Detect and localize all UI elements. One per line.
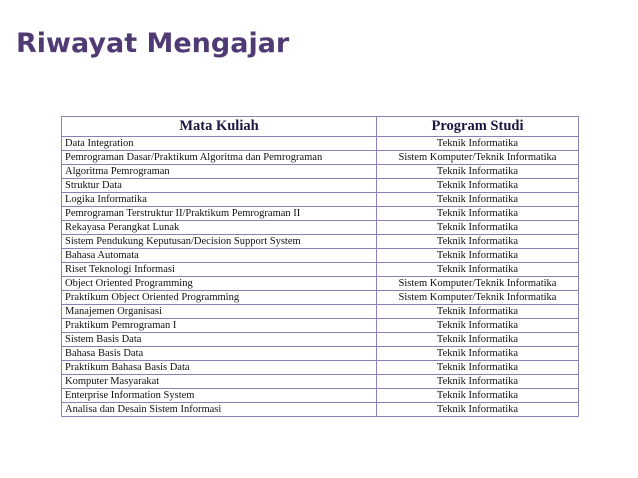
course-name-cell: Sistem Basis Data [62, 333, 377, 347]
table-header-row [62, 117, 579, 137]
course-name-cell: Data Integration [62, 137, 377, 151]
table-row [62, 305, 579, 319]
course-name-cell: Praktikum Pemrograman I [62, 319, 377, 333]
course-name-cell: Algoritma Pemrograman [62, 165, 377, 179]
table-row [62, 361, 579, 375]
table-row [62, 137, 579, 151]
course-name-cell: Struktur Data [62, 179, 377, 193]
table-row [62, 375, 579, 389]
table-row [62, 179, 579, 193]
table-row [62, 151, 579, 165]
course-name-cell: Analisa dan Desain Sistem Informasi [62, 403, 377, 417]
course-name-cell: Object Oriented Programming [62, 277, 377, 291]
course-name-cell: Rekayasa Perangkat Lunak [62, 221, 377, 235]
table-row [62, 347, 579, 361]
course-name-cell: Sistem Pendukung Keputusan/Decision Support System [62, 235, 377, 249]
table-row [62, 263, 579, 277]
teaching-history-table [61, 116, 579, 417]
program-studi-cell: Sistem Komputer/Teknik Informatika [377, 291, 579, 305]
table-row [62, 319, 579, 333]
table-row [62, 403, 579, 417]
program-studi-cell: Teknik Informatika [377, 347, 579, 361]
table-row [62, 291, 579, 305]
course-name-cell: Enterprise Information System [62, 389, 377, 403]
course-name-cell: Manajemen Organisasi [62, 305, 377, 319]
program-studi-cell: Teknik Informatika [377, 319, 579, 333]
course-name-cell: Komputer Masyarakat [62, 375, 377, 389]
program-studi-cell: Teknik Informatika [377, 403, 579, 417]
program-studi-cell: Teknik Informatika [377, 193, 579, 207]
program-studi-cell: Sistem Komputer/Teknik Informatika [377, 277, 579, 291]
course-name-cell: Bahasa Basis Data [62, 347, 377, 361]
table-row [62, 389, 579, 403]
table-row [62, 277, 579, 291]
table-row [62, 235, 579, 249]
program-studi-cell: Teknik Informatika [377, 375, 579, 389]
program-studi-cell: Teknik Informatika [377, 179, 579, 193]
program-studi-cell: Teknik Informatika [377, 249, 579, 263]
column-header-program-studi: Program Studi [377, 117, 579, 137]
course-name-cell: Riset Teknologi Informasi [62, 263, 377, 277]
program-studi-cell: Teknik Informatika [377, 235, 579, 249]
table-row [62, 249, 579, 263]
column-header-mata-kuliah: Mata Kuliah [62, 117, 377, 137]
program-studi-cell: Teknik Informatika [377, 221, 579, 235]
course-name-cell: Praktikum Object Oriented Programming [62, 291, 377, 305]
course-name-cell: Logika Informatika [62, 193, 377, 207]
page-title: Riwayat Mengajar [16, 28, 290, 59]
program-studi-cell: Teknik Informatika [377, 137, 579, 151]
program-studi-cell: Teknik Informatika [377, 207, 579, 221]
table-row [62, 221, 579, 235]
program-studi-cell: Teknik Informatika [377, 333, 579, 347]
table-row [62, 207, 579, 221]
program-studi-cell: Teknik Informatika [377, 165, 579, 179]
table-row [62, 333, 579, 347]
course-name-cell: Praktikum Bahasa Basis Data [62, 361, 377, 375]
program-studi-cell: Teknik Informatika [377, 263, 579, 277]
table-row [62, 193, 579, 207]
program-studi-cell: Sistem Komputer/Teknik Informatika [377, 151, 579, 165]
program-studi-cell: Teknik Informatika [377, 361, 579, 375]
course-name-cell: Pemrograman Terstruktur II/Praktikum Pemrograman II [62, 207, 377, 221]
program-studi-cell: Teknik Informatika [377, 389, 579, 403]
course-name-cell: Pemrograman Dasar/Praktikum Algoritma dan Pemrograman [62, 151, 377, 165]
table-row [62, 165, 579, 179]
program-studi-cell: Teknik Informatika [377, 305, 579, 319]
table-body [62, 137, 579, 417]
course-name-cell: Bahasa Automata [62, 249, 377, 263]
